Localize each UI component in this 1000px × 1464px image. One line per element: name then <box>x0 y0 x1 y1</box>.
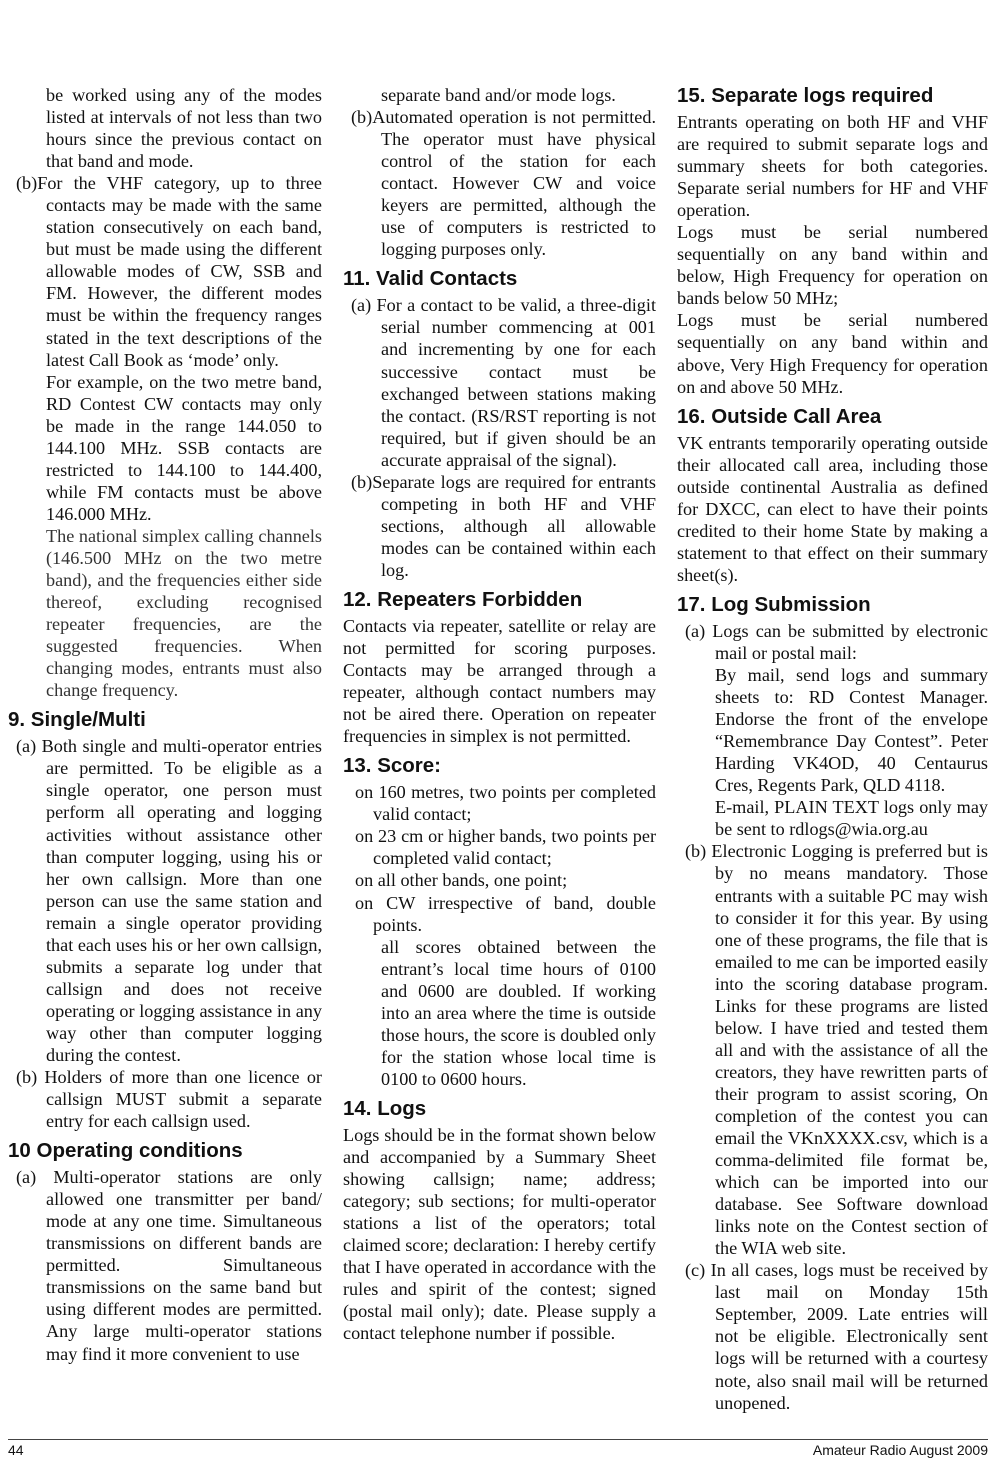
paragraph: By mail, send logs and summary sheets to: RD Contest Manager. Endorse the front of the envelope “Remembrance Day Contest”. Peter Harding VK4OD, 40 Centaurus Cres, Regents Park, QLD 4118. <box>715 665 988 796</box>
list-item: (a) Multi-operator stations are only allowed one transmitter per band/ mode at any one time. Simultaneous transmissions on different bands are permitted. Simultaneous transmissions on the same band but using different modes are permitted. Any large multi-operator stations may find it more convenient to use <box>16 1167 322 1364</box>
section-heading: 10 Operating conditions <box>8 1139 243 1163</box>
paragraph: The national simplex calling channels (146.500 MHz on the two metre band), and the frequencies either side thereof, excluding recognised repeater frequencies, are the suggested frequencies. When changing modes, entrants must also change frequency. <box>46 525 322 701</box>
paragraph: be worked using any of the modes listed at intervals of not less than two hours since the previous contact on that band and mode. <box>46 85 322 172</box>
page-number: 44 <box>8 1442 24 1458</box>
paragraph: Entrants operating on both HF and VHF are required to submit separate logs and summary sheets for both categories. Separate serial numbers for HF and VHF operation. <box>677 112 988 221</box>
paragraph: on all other bands, one point; <box>355 870 568 891</box>
section-heading: 17. Log Submission <box>677 592 871 616</box>
page-footer <box>8 1439 988 1458</box>
paragraph: separate band and/or mode logs. <box>381 85 616 105</box>
paragraph: VK entrants temporarily operating outside their allocated call area, including those outside continental Australia as defined for DXCC, can elect to have their points credited to their home State by making a statement to that effect on their summary sheet(s). <box>677 432 988 585</box>
list-item: (b)Separate logs are required for entrants competing in both HF and VHF sections, although all allowable modes can be contained within each log. <box>351 471 656 580</box>
section-heading: 9. Single/Multi <box>8 708 146 732</box>
paragraph: on CW irrespective of band, double points. <box>355 892 656 935</box>
list-item: (b)For the VHF category, up to three contacts may be made with the same station consecutively on each band, but must be made using the different allowable modes of CW, SSB and FM. However, the different modes must be within the frequency ranges stated in the text descriptions of the latest Call Book as ‘mode’ only. <box>16 173 322 370</box>
paragraph: Logs should be in the format shown below and accompanied by a Summary Sheet showing callsign; name; address; category; sub sections; for multi-operator stations a list of the operators; total claimed score; declaration: I hereby certify that I have operated in accordance with the rules and spirit of the contest; signed (postal mail only); date. Please supply a contact telephone number if possible. <box>343 1124 656 1344</box>
list-item: (b) Electronic Logging is preferred but is by no means mandatory. Those entrants with a suitable PC may wish to consider it for this year. By using one of these programs, the file that is emailed to me can be imported easily into the scoring database program. Links for these programs are listed below. I have tried and tested them all and with the assistance of all the creators, they have rewritten parts of their program to assist scoring, On completion of the contest you can email the VKnXXXX.csv, which is a comma-delimited file format be, which can be imported into our database. See Software download links note on the Contest section of the WIA web site. <box>685 841 988 1259</box>
list-item: (a) Logs can be submitted by electronic mail or postal mail: <box>685 620 988 663</box>
column-right <box>677 84 988 1414</box>
paragraph: all scores obtained between the entrant’s local time hours of 0100 and 0600 are doubled. If working into an area where the time is outside those hours, the score is doubled only for the station whose local time is 0100 to 0600 hours. <box>381 936 656 1089</box>
section-heading: 15. Separate logs required <box>677 84 934 107</box>
list-item: (b) Holders of more than one licence or callsign MUST submit a separate entry for each callsign used. <box>16 1067 322 1132</box>
list-item: (a) Both single and multi-operator entries are permitted. To be eligible as a single operator, one person must perform all operating and logging activities without assistance other than computer logging, using his or her own callsign. More than one person can use the same station and remain a single operator providing that each uses his or her own callsign, submits a separate log under that callsign and does not receive operating or logging assistance in any way other than computer logging during the contest. <box>16 736 322 1065</box>
paragraph: on 23 cm or higher bands, two points per completed valid contact; <box>355 826 656 869</box>
paragraph: Logs must be serial numbered sequentially on any band within and below, High Frequency for operation on bands below 50 MHz; <box>677 222 988 309</box>
column-left <box>8 84 322 1365</box>
section-heading: 12. Repeaters Forbidden <box>343 587 583 611</box>
column-middle <box>343 84 656 1344</box>
list-item: (b)Automated operation is not permitted. The operator must have physical control of the station for each contact. However CW and voice keyers are permitted, although the use of computers is restricted to logging purposes only. <box>351 107 656 260</box>
section-heading: 13. Score: <box>343 754 441 778</box>
list-item: (a) For a contact to be valid, a three-digit serial number commencing at 001 and incrementing by one for each successive contact must be exchanged between stations making the contact. (RS/RST reporting is not required, but if given should be an accurate appraisal of the signal). <box>351 295 656 470</box>
section-heading: 16. Outside Call Area <box>677 404 882 428</box>
paragraph: For example, on the two metre band, RD Contest CW contacts may only be made in the range 144.050 to 144.100 MHz. SSB contacts are restricted to 144.100 to 144.400, while FM contacts must be above 146.000 MHz. <box>46 371 322 524</box>
publication-info: Amateur Radio August 2009 <box>812 1442 988 1458</box>
paragraph: on 160 metres, two points per completed valid contact; <box>355 782 656 825</box>
list-item: (c) In all cases, logs must be received by last mail on Monday 15th September, 2009. Late entries will not be eligible. Electronically sent logs will be returned with a courtesy note, also snail mail will be returned unopened. <box>685 1260 988 1413</box>
paragraph: Logs must be serial numbered sequentially on any band within and above, Very High Frequency for operation on and above 50 MHz. <box>677 310 988 397</box>
paragraph: E-mail, PLAIN TEXT logs only may be sent to rdlogs@wia.org.au <box>715 797 988 840</box>
section-heading: 14. Logs <box>343 1096 427 1120</box>
paragraph: Contacts via repeater, satellite or relay are not permitted for scoring purposes. Contacts may be arranged through a repeater, although contact numbers may not be aired there. Operation on repeater frequencies in simplex is not permitted. <box>343 615 656 747</box>
section-heading: 11. Valid Contacts <box>343 267 518 291</box>
